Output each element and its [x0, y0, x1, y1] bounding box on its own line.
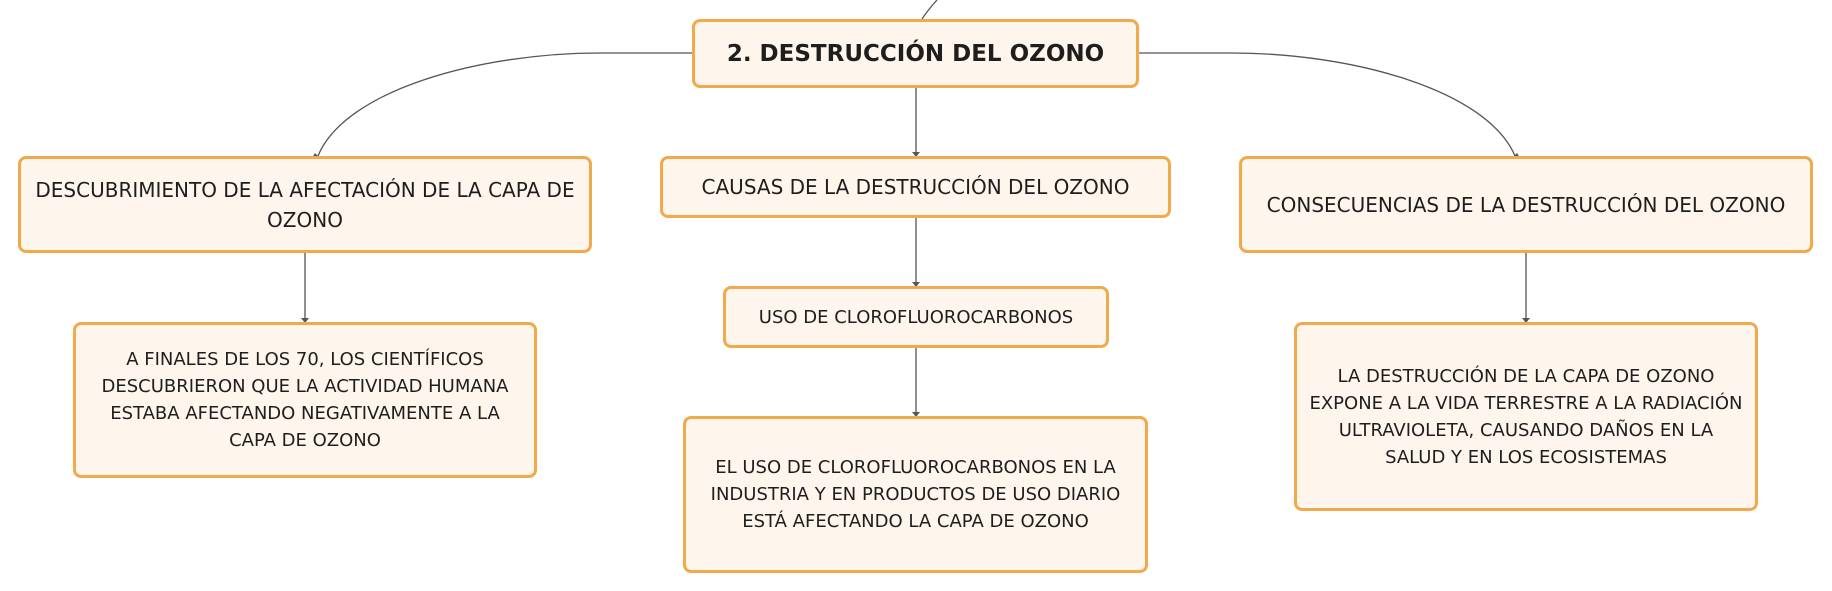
cfc-detail-node[interactable]	[683, 416, 1148, 573]
discovery-node[interactable]	[18, 156, 592, 253]
root-node-label: 2. DESTRUCCIÓN DEL OZONO	[726, 40, 1105, 67]
connector-parent-to-root	[922, 0, 937, 19]
discovery-node-label: DESCUBRIMIENTO DE LA AFECTACIÓN DE LA CAPA DE OZONO	[35, 177, 575, 232]
cfc-detail-label: EL USO DE CLOROFLUOROCARBONOS EN LA INDUSTRIA Y EN PRODUCTOS DE USO DIARIO ESTÁ AFECTANDO LA CAPA DE OZONO	[710, 457, 1121, 532]
consequences-detail-label: LA DESTRUCCIÓN DE LA CAPA DE OZONO EXPONE A LA VIDA TERRESTRE A LA RADIACIÓN ULTRAVIOLETA, CAUSANDO DAÑOS EN LA SALUD Y EN LOS ECOSISTEMAS	[1309, 365, 1743, 468]
causes-node[interactable]	[660, 156, 1171, 218]
discovery-detail-label: A FINALES DE LOS 70, LOS CIENTÍFICOS DESCUBRIERON QUE LA ACTIVIDAD HUMANA ESTABA AFECTANDO NEGATIVAMENTE A LA CAPA DE OZONO	[101, 349, 509, 451]
causes-node-label: CAUSAS DE LA DESTRUCCIÓN DEL OZONO	[701, 175, 1130, 199]
consequences-node[interactable]	[1239, 156, 1813, 253]
consequences-detail-node[interactable]	[1294, 322, 1758, 511]
connector-root-to-discovery	[318, 53, 692, 156]
root-node[interactable]	[692, 19, 1139, 88]
consequences-node-label: CONSECUENCIAS DE LA DESTRUCCIÓN DEL OZONO	[1266, 192, 1786, 217]
connector-root-to-consequences	[1139, 53, 1515, 156]
cfc-node-label: USO DE CLOROFLUOROCARBONOS	[758, 306, 1074, 328]
cfc-node[interactable]	[723, 286, 1109, 348]
discovery-detail-node[interactable]	[73, 322, 537, 478]
